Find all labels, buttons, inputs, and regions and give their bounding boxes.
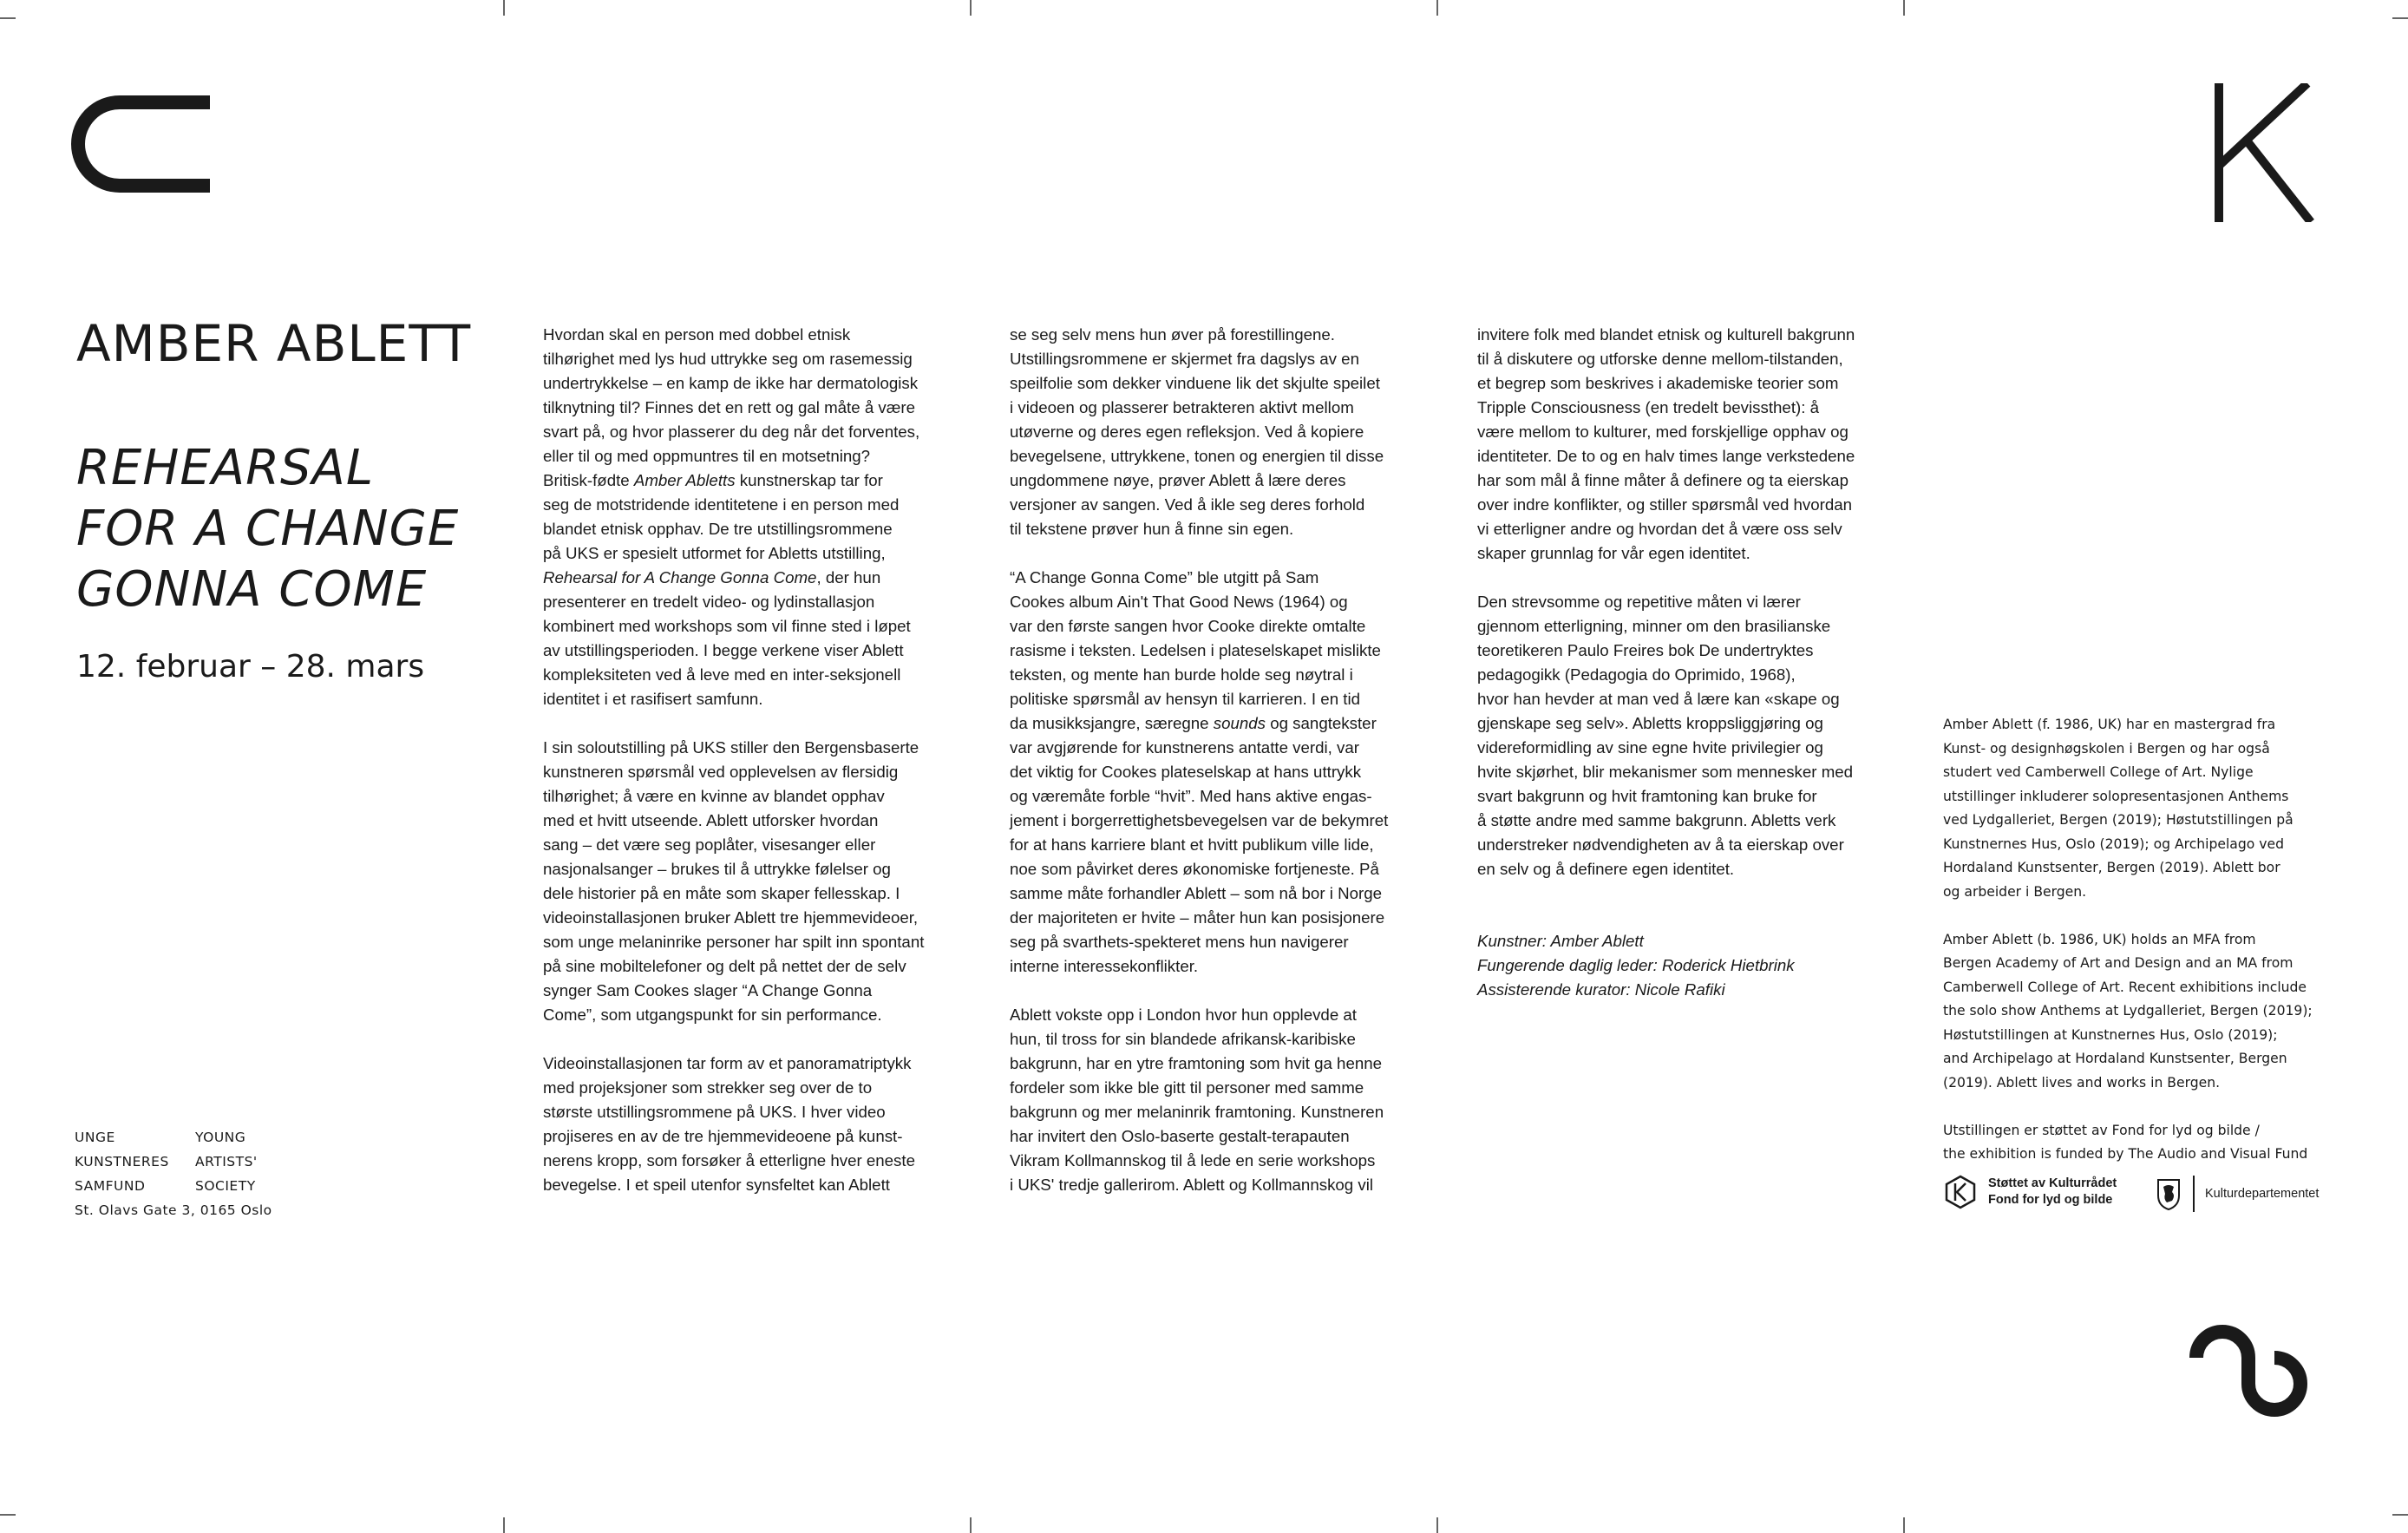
- text-line: til å diskutere og utforske denne mellom-tilstanden,: [1477, 350, 1843, 368]
- crop-mark: [1436, 0, 1438, 16]
- text-line: kunstneren spørsmål ved opplevelsen av flersidig: [543, 763, 899, 781]
- text-column-2: [1010, 323, 1404, 1222]
- text-line: projiseres en av de tre hjemmevideoene på kunst-: [543, 1127, 903, 1145]
- text-run: da musikksjangre, særegne: [1010, 714, 1214, 732]
- logo-letter-s: [2186, 1323, 2333, 1418]
- paragraph: [1010, 1003, 1404, 1197]
- text-line: å støtte andre med samme bakgrunn. Abletts verk: [1477, 811, 1836, 829]
- text-line: med et hvitt utseende. Ablett utforsker hvordan: [543, 811, 879, 829]
- text-line: [1010, 711, 1404, 736]
- sponsor-text: Kulturdepartementet: [2205, 1187, 2320, 1201]
- text-line: bakgrunn, har en ytre framtoning som hvit ga henne: [1010, 1054, 1383, 1072]
- text-line: [543, 566, 938, 590]
- text-line: og væremåte forble “hvit”. Med hans aktive engas-: [1010, 787, 1372, 805]
- text-line: det viktig for Cookes plateselskap at hans uttrykk: [1010, 763, 1362, 781]
- paragraph: [1010, 323, 1404, 541]
- crop-mark: [0, 17, 16, 19]
- text-line: Ablett vokste opp i London hvor hun opplevde at: [1010, 1006, 1357, 1024]
- crop-mark: [503, 0, 505, 16]
- text-line: studert ved Camberwell College of Art. Nylige: [1943, 764, 2254, 780]
- exhibition-dates: 12. februar – 28. mars: [76, 649, 425, 685]
- credit-line: Fungerende daglig leder: Roderick Hietbrink: [1477, 956, 1795, 974]
- text-line: vi etterligner andre og hvordan det å være oss selv: [1477, 520, 1842, 538]
- text-line: over indre konflikter, og stiller spørsmål ved hvordan: [1477, 495, 1853, 514]
- crop-mark: [970, 1517, 972, 1533]
- text-run: og sangtekster: [1266, 714, 1377, 732]
- credits: [1477, 929, 1795, 1002]
- text-line: hvor han hevder at man ved å lære kan «skape og: [1477, 690, 1840, 708]
- text-line: av utstillingsperioden. I begge verkene viser Ablett: [543, 641, 904, 659]
- text-line: Utstillingen er støttet av Fond for lyd og bilde /: [1943, 1122, 2260, 1138]
- text-line: Tripple Consciousness (en tredelt bevissthet): å: [1477, 398, 1820, 416]
- text-line: teoretikeren Paulo Freires bok De undertryktes: [1477, 641, 1814, 659]
- crop-mark: [1903, 1517, 1905, 1533]
- sponsor-text: Fond for lyd og bilde: [1988, 1193, 2113, 1207]
- text-line: speilfolie som dekker vinduene lik det skjulte speilet: [1010, 374, 1380, 392]
- text-line: hun, til tross for sin blandede afrikansk-karibiske: [1010, 1030, 1356, 1048]
- text-line: Come”, som utgangspunkt for sin performance.: [543, 1006, 882, 1024]
- logo-letter-c: [69, 94, 217, 194]
- text-line: Hordaland Kunstsenter, Bergen (2019). Ablett bor: [1943, 860, 2280, 875]
- text-line: til tekstene prøver hun å finne sin egen.: [1010, 520, 1294, 538]
- text-line: ved Lydgalleriet, Bergen (2019); Høstutstillingen på: [1943, 812, 2293, 828]
- org-line: SOCIETY: [195, 1178, 256, 1194]
- text-line: kombinert med workshops som vil finne sted i løpet: [543, 617, 911, 635]
- text-line: se seg selv mens hun øver på forestillingene.: [1010, 325, 1335, 344]
- text-line: versjoner av sangen. Ved å ikle seg deres forhold: [1010, 495, 1365, 514]
- text-line: Vikram Kollmannskog til å lede en serie workshops: [1010, 1151, 1376, 1169]
- text-line: for at hans karriere blant et hvitt publikum ville lide,: [1010, 835, 1374, 854]
- paragraph: [1477, 323, 1872, 566]
- text-line: undertrykkelse – en kamp de ikke har dermatologisk: [543, 374, 919, 392]
- paragraph: [1477, 590, 1872, 881]
- text-line: identiteter. De to og en halv times lange verkstedene: [1477, 447, 1855, 465]
- text-line: største utstillingsrommene på UKS. I hver video: [543, 1103, 886, 1121]
- org-line: SAMFUND: [75, 1178, 146, 1194]
- text-line: Cookes album Ain't That Good News (1964) og: [1010, 593, 1348, 611]
- kulturradet-logo-icon: [1943, 1175, 1978, 1209]
- divider: [2193, 1176, 2195, 1212]
- text-line: synger Sam Cookes slager “A Change Gonna: [543, 981, 873, 999]
- org-line: YOUNG: [195, 1130, 246, 1145]
- paragraph: [543, 323, 938, 711]
- text-run: Britisk-fødte: [543, 471, 634, 489]
- crop-mark: [2392, 1514, 2408, 1516]
- title-line: REHEARSAL: [76, 440, 375, 496]
- text-line: [543, 468, 938, 493]
- title-line: FOR A CHANGE: [76, 501, 460, 557]
- text-line: var avgjørende for kunstnerens antatte verdi, var: [1010, 738, 1360, 757]
- text-line: nasjonalsanger – brukes til å uttrykke følelser og: [543, 860, 891, 878]
- artist-bio: [1943, 713, 2351, 1190]
- text-line: gjenskape seg selv». Abletts kroppsliggjøring og: [1477, 714, 1823, 732]
- title-emphasis: Rehearsal for A Change Gonna Come: [543, 568, 817, 586]
- sounds-emphasis: sounds: [1213, 714, 1266, 732]
- text-line: the exhibition is funded by The Audio and Visual Fund: [1943, 1146, 2308, 1162]
- text-line: interne interessekonflikter.: [1010, 957, 1199, 975]
- text-line: sang – det være seg poplåter, visesanger eller: [543, 835, 876, 854]
- text-line: jement i borgerrettighetsbevegelsen var de bekymret: [1010, 811, 1389, 829]
- org-line: KUNSTNERES: [75, 1154, 169, 1169]
- sponsor-text: Støttet av Kulturrådet: [1988, 1176, 2117, 1190]
- lion-crest-icon: [2153, 1176, 2184, 1211]
- org-name-no: [75, 1125, 169, 1198]
- org-line: UNGE: [75, 1130, 115, 1145]
- text-line: (2019). Ablett lives and works in Bergen.: [1943, 1074, 2221, 1091]
- org-line: ARTISTS': [195, 1154, 258, 1169]
- crop-mark: [1436, 1517, 1438, 1533]
- text-line: bevegelse. I et speil utenfor synsfeltet kan Ablett: [543, 1176, 890, 1194]
- text-line: var den første sangen hvor Cooke direkte omtalte: [1010, 617, 1366, 635]
- text-line: Kunstnernes Hus, Oslo (2019); og Archipelago ved: [1943, 835, 2284, 852]
- text-line: pedagogikk (Pedagogia do Oprimido, 1968),: [1477, 665, 1796, 684]
- text-line: har som mål å finne måter å definere og ta eierskap: [1477, 471, 1849, 489]
- text-line: seg på svarthets-spekteret mens hun navigerer: [1010, 933, 1349, 951]
- text-line: I sin soloutstilling på UKS stiller den Bergensbaserte: [543, 738, 919, 757]
- sponsor-kulturradet: [1943, 1175, 2117, 1209]
- text-line: invitere folk med blandet etnisk og kulturell bakgrunn: [1477, 325, 1855, 344]
- text-line: Amber Ablett (f. 1986, UK) har en mastergrad fra: [1943, 717, 2276, 732]
- crop-mark: [2392, 17, 2408, 19]
- crop-mark: [0, 1514, 16, 1516]
- text-line: presenterer en tredelt video- og lydinstallasjon: [543, 593, 875, 611]
- title-line: GONNA COME: [76, 561, 428, 618]
- text-run: , der hun: [816, 568, 881, 586]
- crop-mark: [1903, 0, 1905, 16]
- org-name-en: [195, 1125, 258, 1198]
- text-line: skaper grunnlag for vår egen identitet.: [1477, 544, 1750, 562]
- text-line: tilhørighet med lys hud uttrykke seg om rasemessig: [543, 350, 913, 368]
- text-line: Høstutstillingen at Kunstnernes Hus, Oslo (2019);: [1943, 1026, 2278, 1043]
- text-line: Camberwell College of Art. Recent exhibitions include: [1943, 979, 2307, 995]
- text-line: som unge melaninrike personer har spilt inn spontant: [543, 933, 925, 951]
- paragraph: [543, 736, 938, 1027]
- text-line: dele historier på en måte som skaper fellesskap. I: [543, 884, 900, 902]
- credit-line: Assisterende kurator: Nicole Rafiki: [1477, 980, 1725, 999]
- text-line: med projeksjoner som strekker seg over de to: [543, 1078, 873, 1097]
- text-line: videoinstallasjonen bruker Ablett tre hjemmevideoer,: [543, 908, 919, 927]
- text-line: svart bakgrunn og hvit framtoning kan bruke for: [1477, 787, 1817, 805]
- bio-norwegian: [1943, 713, 2351, 904]
- text-line: rasisme i teksten. Ledelsen i plateselskapet mislikte: [1010, 641, 1381, 659]
- text-line: i UKS' tredje gallerirom. Ablett og Kollmannskog vil: [1010, 1176, 1374, 1194]
- artist-name: AMBER ABLETT: [76, 314, 472, 373]
- org-address: St. Olavs Gate 3, 0165 Oslo: [75, 1202, 272, 1218]
- text-line: gjennom etterligning, minner om den brasilianske: [1477, 617, 1831, 635]
- text-line: the solo show Anthems at Lydgalleriet, Bergen (2019);: [1943, 1003, 2313, 1019]
- text-line: bevegelsene, uttrykkene, tonen og energien til disse: [1010, 447, 1384, 465]
- text-line: seg de motstridende identitetene i en person med: [543, 495, 900, 514]
- logo-letter-k: [2212, 83, 2316, 222]
- text-line: svart på, og hvor plasserer du deg når det forventes,: [543, 423, 920, 441]
- text-line: blandet etnisk opphav. De tre utstillingsrommene: [543, 520, 893, 538]
- text-line: der majoriteten er hvite – måter hun kan posisjonere: [1010, 908, 1385, 927]
- text-column-1: [543, 323, 938, 1222]
- text-line: bakgrunn og mer melaninrik framtoning. Kunstneren: [1010, 1103, 1384, 1121]
- text-line: kompleksiteten ved å leve med en inter-seksjonell: [543, 665, 901, 684]
- text-line: identitet i et rasifisert samfunn.: [543, 690, 763, 708]
- text-column-3: [1477, 323, 1872, 906]
- text-line: politiske spørsmål av hensyn til karrieren. I en tid: [1010, 690, 1361, 708]
- text-line: en selv og å definere egen identitet.: [1477, 860, 1735, 878]
- credit-line: Kunstner: Amber Ablett: [1477, 932, 1644, 950]
- text-line: “A Change Gonna Come” ble utgitt på Sam: [1010, 568, 1319, 586]
- text-line: Den strevsomme og repetitive måten vi lærer: [1477, 593, 1801, 611]
- text-line: utstillinger inkluderer solopresentasjonen Anthems: [1943, 788, 2289, 804]
- text-line: nerens kropp, som forsøker å etterligne hver eneste: [543, 1151, 915, 1169]
- text-line: teksten, og mente han burde holde seg nøytral i: [1010, 665, 1353, 684]
- text-line: and Archipelago at Hordaland Kunstsenter, Bergen: [1943, 1051, 2287, 1066]
- artist-name-emphasis: Amber Abletts: [633, 471, 736, 489]
- text-line: noe som påvirket deres økonomiske fortjeneste. På: [1010, 860, 1379, 878]
- text-line: Bergen Academy of Art and Design and an MA from: [1943, 955, 2293, 971]
- bio-english: [1943, 928, 2351, 1096]
- text-line: utøverne og deres egen refleksjon. Ved å kopiere: [1010, 423, 1364, 441]
- text-line: tilhørighet; å være en kvinne av blandet opphav: [543, 787, 885, 805]
- text-line: videreformidling av sine egne hvite privilegier og: [1477, 738, 1823, 757]
- text-line: Utstillingsrommene er skjermet fra dagslys av en: [1010, 350, 1359, 368]
- text-run: kunstnerskap tar for: [735, 471, 883, 489]
- text-line: og arbeider i Bergen.: [1943, 883, 2087, 900]
- crop-mark: [970, 0, 972, 16]
- text-line: ungdommene nøye, prøver Ablett å lære deres: [1010, 471, 1346, 489]
- text-line: tilknytning til? Finnes det en rett og gal måte å være: [543, 398, 916, 416]
- paragraph: [543, 1051, 938, 1197]
- text-line: Kunst- og designhøgskolen i Bergen og har også: [1943, 740, 2270, 757]
- text-line: fordeler som ikke ble gitt til personer med samme: [1010, 1078, 1364, 1097]
- crop-mark: [503, 1517, 505, 1533]
- text-line: et begrep som beskrives i akademiske teorier som: [1477, 374, 1839, 392]
- text-line: samme måte forhandler Ablett – som nå bor i Norge: [1010, 884, 1382, 902]
- text-line: eller til og med oppmuntres til en motsetning?: [543, 447, 871, 465]
- sponsor-kulturdepartementet: [2153, 1176, 2319, 1212]
- text-line: på sine mobiltelefoner og delt på nettet der de selv: [543, 957, 906, 975]
- exhibition-title: [76, 438, 459, 620]
- text-line: Videoinstallasjonen tar form av et panoramatriptykk: [543, 1054, 912, 1072]
- text-line: være mellom to kulturer, med forskjellige opphav og: [1477, 423, 1849, 441]
- text-line: understreker nødvendigheten av å ta eierskap over: [1477, 835, 1844, 854]
- text-line: i videoen og plasserer betrakteren aktivt mellom: [1010, 398, 1354, 416]
- text-line: har invitert den Oslo-baserte gestalt-terapauten: [1010, 1127, 1350, 1145]
- text-line: på UKS er spesielt utformet for Abletts utstilling,: [543, 544, 886, 562]
- text-line: Hvordan skal en person med dobbel etnisk: [543, 325, 851, 344]
- paragraph: [1010, 566, 1404, 979]
- funding-note: [1943, 1119, 2351, 1167]
- text-line: hvite skjørhet, blir mekanismer som mennesker med: [1477, 763, 1854, 781]
- text-line: Amber Ablett (b. 1986, UK) holds an MFA from: [1943, 931, 2256, 947]
